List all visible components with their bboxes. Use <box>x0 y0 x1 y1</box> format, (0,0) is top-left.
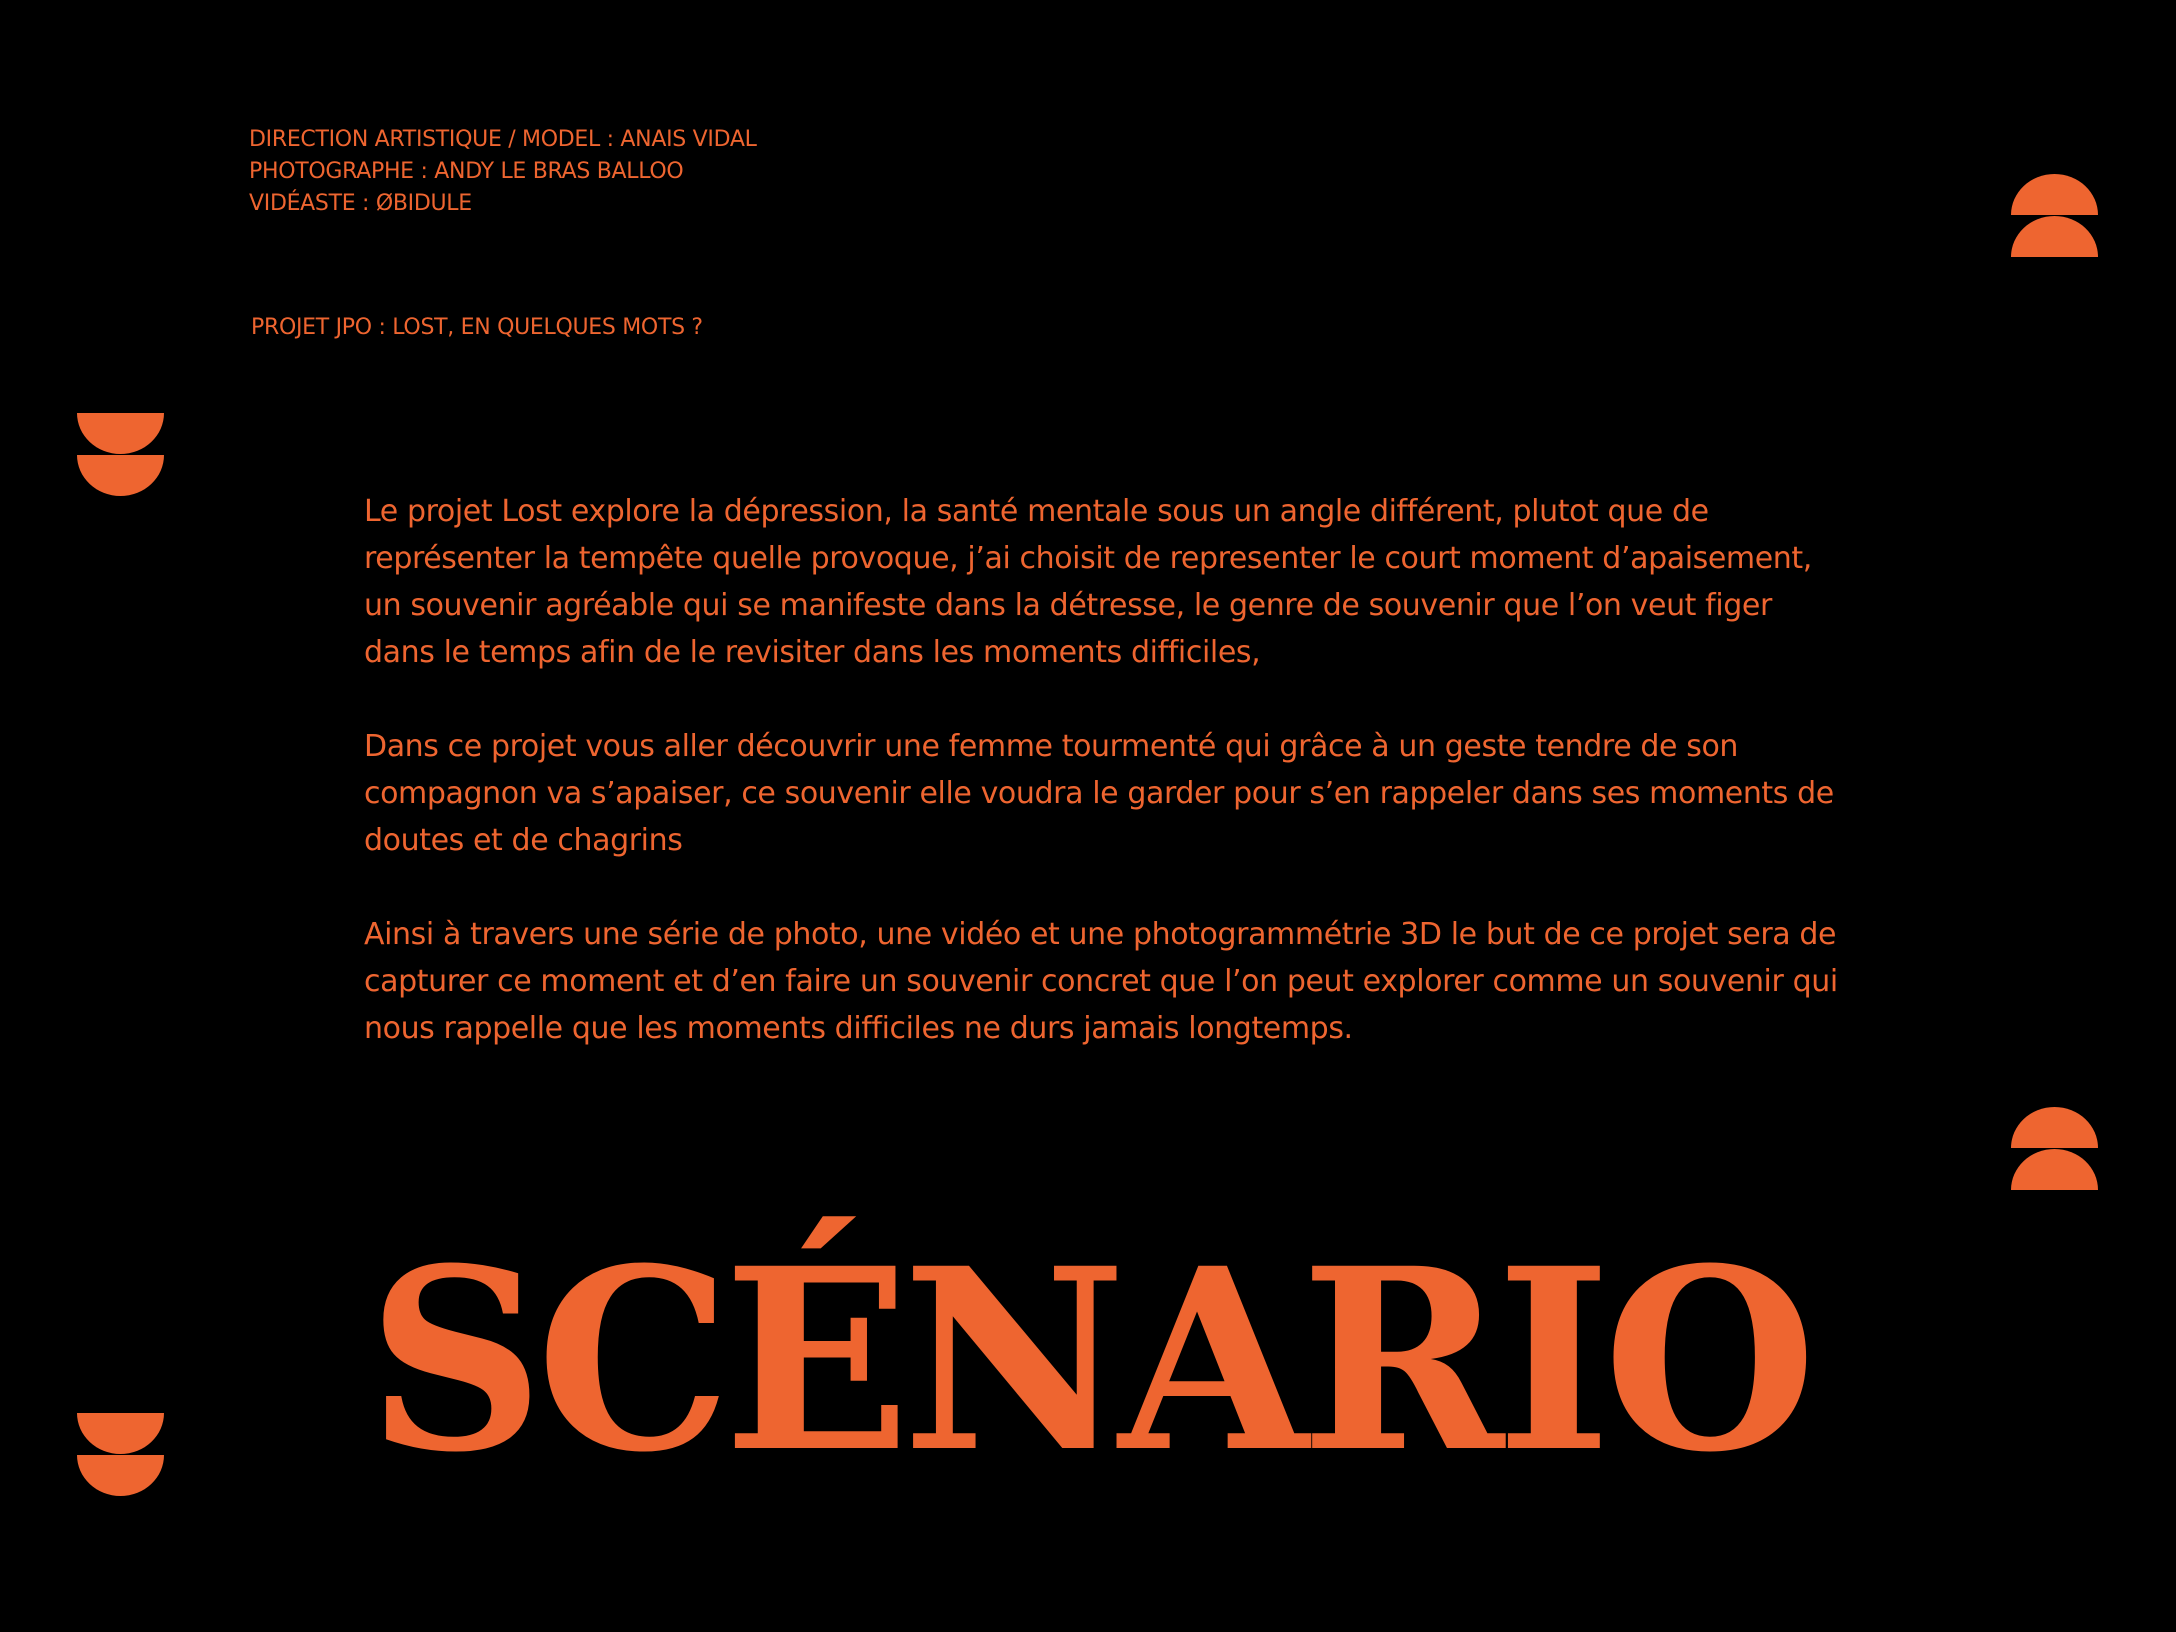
paragraph-2: Dans ce projet vous aller découvrir une femme tourmenté qui grâce à un geste tendre de son compagnon va s’apaiser, ce souvenir elle voudra le garder pour s’en rappeler dans ses moments de doutes et de chagrins <box>364 729 1834 858</box>
paragraph-3: Ainsi à travers une série de photo, une vidéo et une photogrammétrie 3D le but de ce projet sera de capturer ce moment et d’en faire un souvenir concret que l’on peut explorer comme un souvenir qui nous rappelle que les moments difficiles ne durs jamais longtemps. <box>364 917 1838 1046</box>
credits-block <box>249 124 757 220</box>
body-text <box>364 488 1844 1099</box>
credit-photographer: PHOTOGRAPHE : ANDY LE BRAS BALLOO <box>249 159 684 184</box>
half-circles-bowl-icon <box>77 413 164 496</box>
half-circles-arch-icon <box>2011 1107 2098 1190</box>
section-label: PROJET JPO : LOST, EN QUELQUES MOTS ? <box>251 315 703 340</box>
half-circles-arch-icon <box>2011 174 2098 257</box>
page-title: SCÉNARIO <box>367 1213 1809 1507</box>
credit-videographer: VIDÉASTE : ØBIDULE <box>249 191 472 216</box>
half-circles-bowl-icon <box>77 1413 164 1496</box>
paragraph-1: Le projet Lost explore la dépression, la santé mentale sous un angle différent, plutot que de représenter la tempête quelle provoque, j’ai choisit de representer le court moment d’apaisement, un souvenir agréable qui se manifeste dans la détresse, le genre de souvenir que l’on veut figer dans le temps afin de le revisiter dans les moments difficiles, <box>364 494 1812 670</box>
credit-direction: DIRECTION ARTISTIQUE / MODEL : ANAIS VIDAL <box>249 127 757 152</box>
